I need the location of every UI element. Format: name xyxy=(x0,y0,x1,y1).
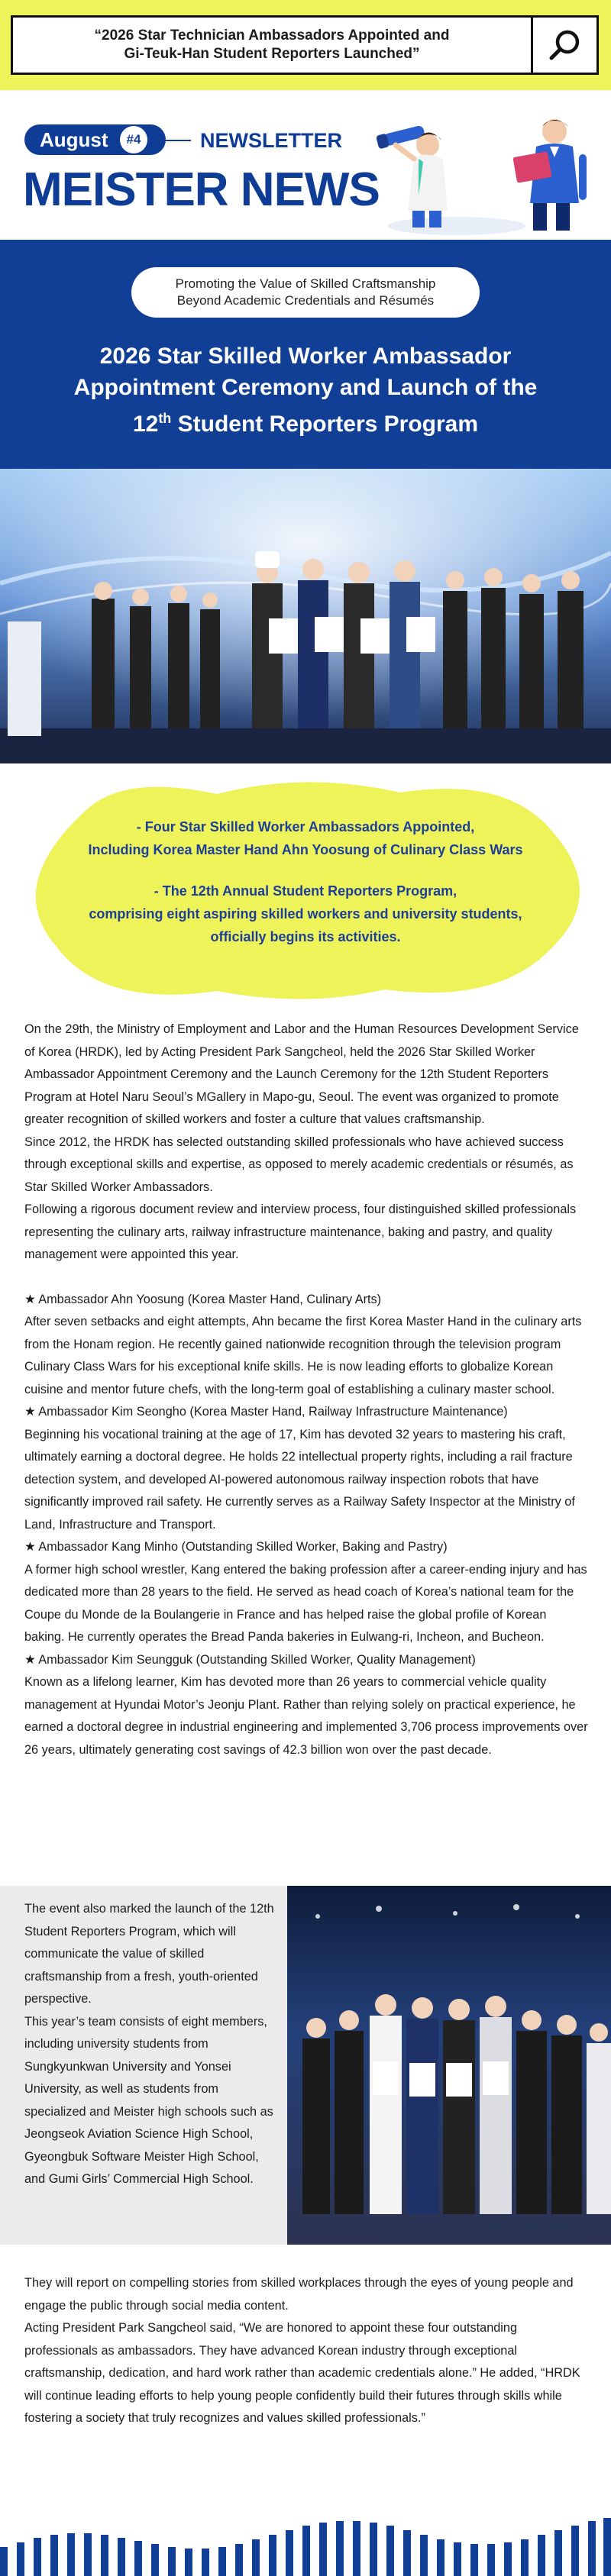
ceremony-photo xyxy=(0,469,611,763)
closing-paragraph: Acting President Park Sangcheol said, “We are honored to appoint these four outstanding professionals as ambassadors. They have advanced Korean industry through exceptional craftsmanship, dedication, and hard work rather than academic credentials alone.” He added, “HRDK will continue leading efforts to help young people confidently build their futures through skills while fostering a society that truly recognizes and values skilled professionals.” xyxy=(24,2321,580,2425)
month-badge: August xyxy=(24,124,166,155)
newsletter-label: NEWSLETTER xyxy=(200,129,342,152)
highlight-line: comprising eight aspiring skilled workers and university students, xyxy=(89,906,522,922)
issue-number: #4 xyxy=(120,126,147,153)
ambassador-heading: ★ Ambassador Kim Seongho (Korea Master Hand, Railway Infrastructure Maintenance) xyxy=(24,1405,508,1419)
search-bar xyxy=(0,0,611,90)
search-query: “2026 Star Technician Ambassadors Appointed and Gi-Teuk-Han Student Reporters Launched” xyxy=(94,27,450,62)
ambassador-bio: Known as a lifelong learner, Kim has devoted more than 26 years to commercial vehicle quality management at Hyundai Motor’s Jeonju Plant. Rather than relying solely on practical experience, he earned a doctoral degree in industrial engineering and implemented 3,706 process improvements over 26 years, ultimately generating cost savings of 42.3 billion won over the past decade. xyxy=(24,1675,588,1757)
highlight-line: officially begins its activities. xyxy=(210,929,401,944)
reporters-paragraph: This year’s team consists of eight members, including university students from Sungkyunkwan University and Yonsei University, as well as students from specialized and Meister high schools such as Jeongseok Aviation Science High School, Gyeongbuk Software Meister High School, and Gumi Girls’ Commercial High School. xyxy=(24,2014,273,2186)
article-paragraph: Since 2012, the HRDK has selected outstanding skilled professionals who have achieved success through exceptional skills and expertise, as opposed to merely academic credentials or résumés, as Star Skilled Worker Ambassadors. xyxy=(24,1135,574,1194)
search-button[interactable] xyxy=(533,15,599,75)
highlight-line: - The 12th Annual Student Reporters Program, xyxy=(154,883,457,899)
hero-title-num: 12 xyxy=(132,412,159,437)
highlights xyxy=(53,815,558,948)
footer-stripes xyxy=(0,2512,611,2576)
highlight-line: Including Korea Master Hand Ahn Yoosung of Culinary Class Wars xyxy=(88,842,523,857)
hero-title-line2: Appointment Ceremony and Launch of the xyxy=(73,375,538,400)
ambassador-heading: ★ Ambassador Kang Minho (Outstanding Skilled Worker, Baking and Pastry) xyxy=(24,1540,448,1554)
group-photo xyxy=(287,1886,611,2245)
article-paragraph: Following a rigorous document review and interview process, four distinguished skilled professionals representing the culinary arts, railway infrastructure maintenance, baking and pastry, and quality management were appointed this year. xyxy=(24,1202,577,1261)
ambassador-bio: After seven setbacks and eight attempts, Ahn became the first Korea Master Hand in the culinary arts from the Honam region. He recently gained nationwide recognition through the television program Culinary Class Wars for his exceptional knife skills. He is now leading efforts to globalize Korean cuisine and mentor future chefs, with the long-term goal of establishing a culinary master school. xyxy=(24,1315,582,1396)
hero-title-tail: Student Reporters Program xyxy=(171,412,479,437)
hero-title-sup: th xyxy=(158,411,172,426)
ambassador-bio: A former high school wrestler, Kang entered the baking profession after a career-ending injury and has dedicated more than 28 years to the field. He served as head coach of Korea’s national team for the Coupe du Monde de la Boulangerie in France and has helped raise the global profile of Korean baking. He currently operates the Bread Panda bakeries in Eulwang-ri, Incheon, and Bucheon. xyxy=(24,1562,587,1644)
article-body xyxy=(24,1018,590,1761)
reporters-illustration xyxy=(373,111,602,240)
closing-body xyxy=(24,2272,590,2430)
promo-pill: Promoting the Value of Skilled Craftsmanship Beyond Academic Credentials and Résumés xyxy=(131,267,480,318)
hero-title-line3 xyxy=(15,403,596,440)
divider xyxy=(151,140,191,141)
search-icon xyxy=(547,27,584,63)
hero-title-line1: 2026 Star Skilled Worker Ambassador xyxy=(99,344,512,369)
hero-title xyxy=(15,341,596,440)
ambassador-heading: ★ Ambassador Kim Seungguk (Outstanding Skilled Worker, Quality Management) xyxy=(24,1652,476,1667)
ambassador-heading: ★ Ambassador Ahn Yoosung (Korea Master Hand, Culinary Arts) xyxy=(24,1292,382,1306)
ambassador-bio: Beginning his vocational training at the age of 17, Kim has devoted 32 years to mastering his craft, ultimately earning a doctoral degree. He holds 22 intellectual property rights, including a rail fracture detection system, and developed AI-powered autonomous railway inspection robots that have significantly improved rail safety. He currently serves as a Railway Safety Inspector at the Ministry of Land, Infrastructure and Transport. xyxy=(24,1427,575,1532)
search-input[interactable] xyxy=(11,15,533,75)
reporters-text xyxy=(24,1898,276,2191)
article-paragraph: On the 29th, the Ministry of Employment and Labor and the Human Resources Development Service of Korea (HRDK), led by Acting President Park Sangcheol, held the 2026 Star Skilled Worker Ambassador Appointment Ceremony and the Launch Ceremony for the 12th Student Reporters Program at Hotel Naru Seoul’s MGallery in Mapo-gu, Seoul. The event was organized to promote greater recognition of skilled workers and foster a culture that values craftsmanship. xyxy=(24,1022,579,1126)
newsletter-title: MEISTER NEWS xyxy=(23,163,380,216)
highlight-line: - Four Star Skilled Worker Ambassadors Appointed, xyxy=(136,819,475,834)
reporters-paragraph: The event also marked the launch of the 12th Student Reporters Program, which will communicate the value of skilled craftsmanship from a fresh, youth-oriented perspective. xyxy=(24,1902,274,2006)
closing-paragraph: They will report on compelling stories from skilled workplaces through the eyes of young people and engage the public through social media content. xyxy=(24,2276,574,2313)
